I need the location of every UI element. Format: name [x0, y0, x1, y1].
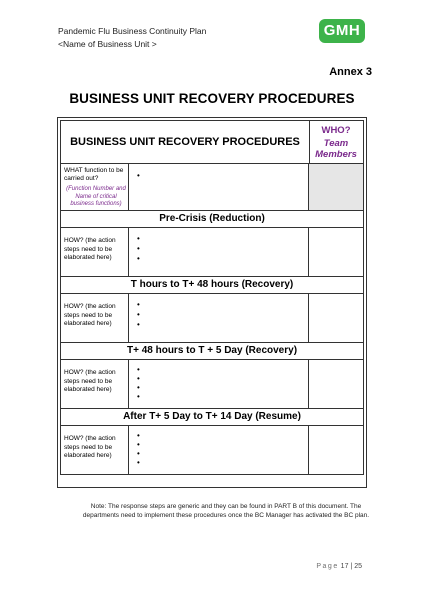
header-title: Pandemic Flu Business Continuity Plan — [58, 26, 207, 36]
how-label: HOW? (the action steps need to be elaborated here) — [64, 435, 116, 459]
current-page: 17 — [340, 563, 349, 570]
section-header-t-48-hours — [60, 276, 364, 294]
bullet: • — [137, 383, 140, 392]
bullet: • — [137, 365, 140, 374]
page-separator: | — [350, 563, 353, 570]
bullet: • — [137, 254, 140, 263]
total-pages: 25 — [354, 563, 362, 570]
how-label: HOW? (the action steps need to be elaborated here) — [64, 303, 116, 327]
how-cell — [61, 426, 129, 474]
bullet: • — [137, 234, 140, 243]
bullet: • — [137, 449, 140, 458]
how-label: HOW? (the action steps need to be elaborated here) — [64, 369, 116, 393]
annex-label: Annex 3 — [329, 66, 372, 78]
bullet: • — [137, 458, 140, 467]
bullet: • — [137, 244, 140, 253]
action-steps-cell — [129, 426, 309, 474]
recovery-procedures-table — [60, 120, 364, 475]
who-cell — [309, 360, 363, 408]
section-header-t-14-day — [60, 408, 364, 426]
what-who-cell — [309, 164, 363, 210]
bullet: • — [137, 320, 140, 329]
how-row-2 — [60, 293, 364, 343]
bullet: • — [137, 171, 140, 180]
bullet: • — [137, 310, 140, 319]
action-steps-cell — [129, 228, 309, 276]
bullet: • — [137, 392, 140, 401]
what-content-cell — [129, 164, 309, 210]
who-label: WHO? — [321, 125, 351, 136]
section-title: T+ 48 hours to T + 5 Day (Recovery) — [126, 345, 298, 356]
bullet: • — [137, 374, 140, 383]
what-row — [60, 163, 364, 211]
action-steps-cell — [129, 294, 309, 342]
who-cell — [309, 228, 363, 276]
how-cell — [61, 360, 129, 408]
page-number — [316, 563, 362, 570]
bullet: • — [137, 440, 140, 449]
action-steps-cell — [129, 360, 309, 408]
how-label: HOW? (the action steps need to be elaborated here) — [64, 237, 116, 261]
section-title: Pre-Crisis (Reduction) — [159, 213, 265, 224]
what-cell — [61, 164, 129, 210]
bullet: • — [137, 300, 140, 309]
what-label: WHAT function to be carried out? — [64, 167, 124, 182]
how-row-4 — [60, 425, 364, 475]
section-title: After T+ 5 Day to T+ 14 Day (Resume) — [123, 411, 301, 422]
team-members-label — [309, 138, 363, 160]
footnote: Note: The response steps are generic and they can be found in PART B of this document. The departments need to implement these procedures once the BC Manager has activated the BC plan. — [82, 503, 370, 519]
how-cell — [61, 294, 129, 342]
what-sublabel: (Function Number and Name of critical business functions) — [66, 186, 126, 207]
who-cell — [309, 294, 363, 342]
bullet: • — [137, 431, 140, 440]
section-title: T hours to T+ 48 hours (Recovery) — [130, 279, 294, 290]
who-cell — [309, 426, 363, 474]
section-header-t-5-day — [60, 342, 364, 360]
table-header-row — [60, 120, 364, 164]
how-cell — [61, 228, 129, 276]
gmh-logo: GMH — [319, 19, 365, 43]
page-word: Page — [316, 563, 339, 570]
page-title: BUSINESS UNIT RECOVERY PROCEDURES — [69, 91, 355, 106]
table-heading: BUSINESS UNIT RECOVERY PROCEDURES — [70, 136, 300, 148]
members-label: Members — [315, 149, 357, 160]
business-unit-name: <Name of Business Unit > — [58, 39, 157, 49]
section-header-pre-crisis — [60, 210, 364, 228]
how-row-3 — [60, 359, 364, 409]
team-label: Team — [323, 138, 349, 149]
how-row-1 — [60, 227, 364, 277]
